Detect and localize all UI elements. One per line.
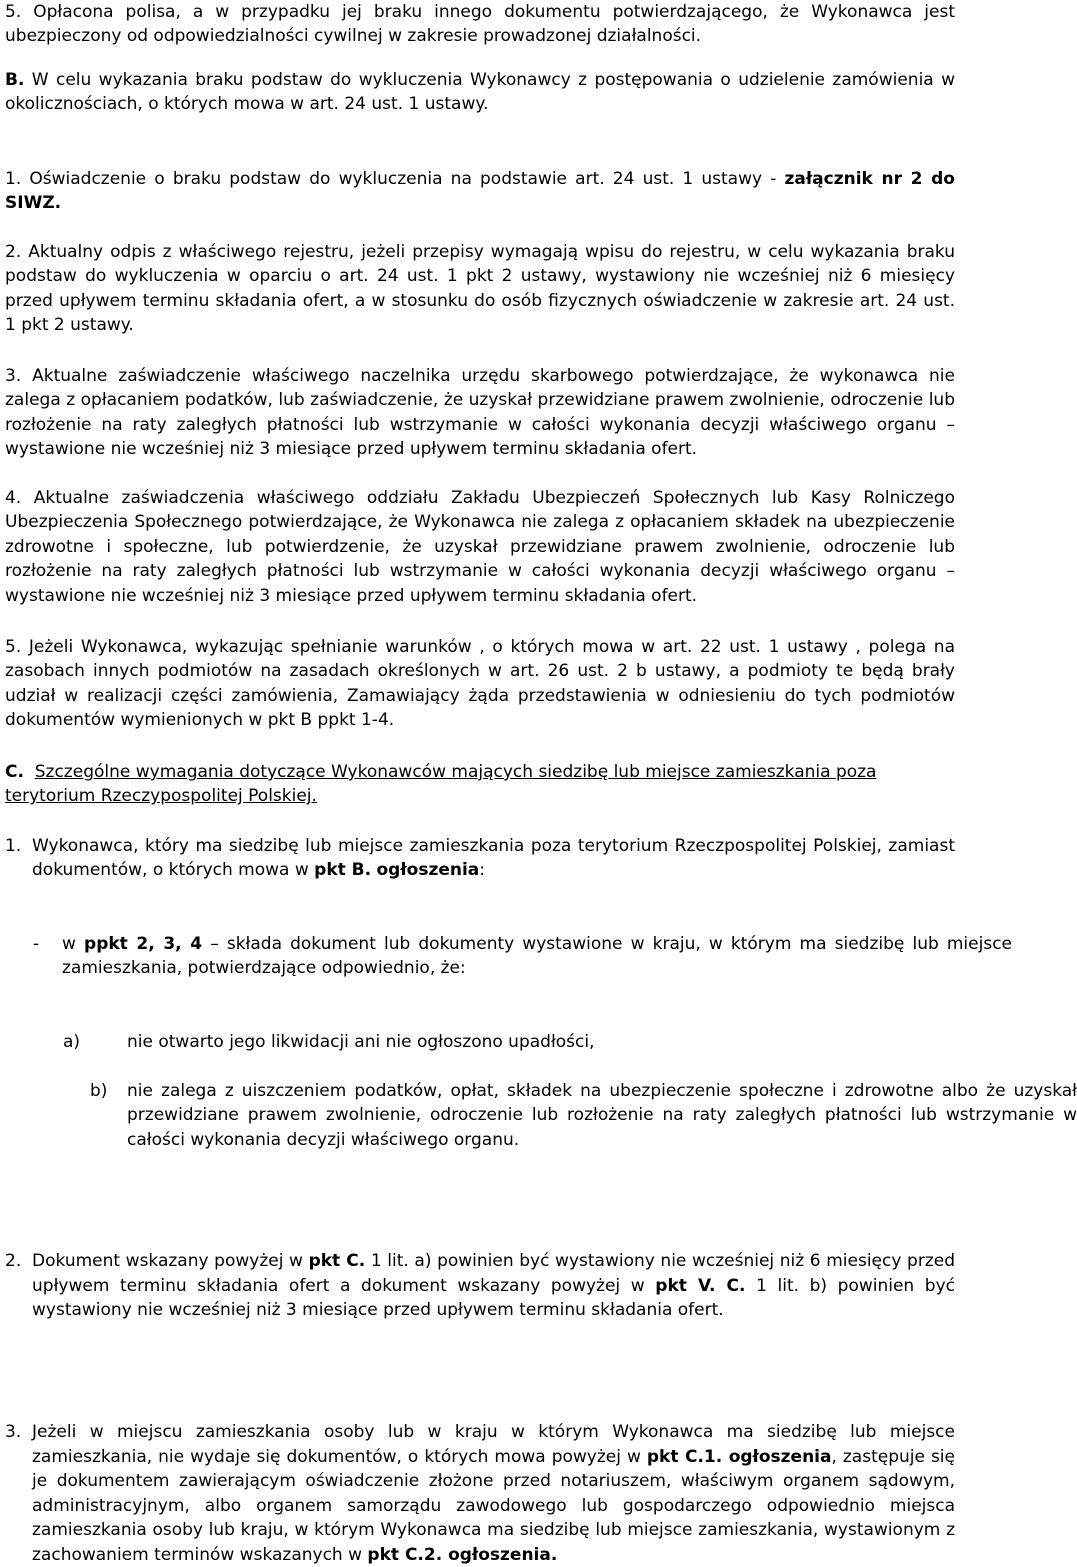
- paragraph-text: 5. Jeżeli Wykonawca, wykazując spełnianie warunków , o których mowa w art. 22 ust. 1 ustawy , polega na zasobach innych podmiotów na zasadach określonych w art. 26 ust. 2 b ustawy, a podmioty te będą brały udział w realizacji części zamówienia, Zamawiający żąda przedstawienia w odniesieniu do tych podmiotów dokumentów wymienionych w pkt B ppkt 1-4.: [5, 637, 955, 731]
- dash-item-text: w: [62, 933, 85, 954]
- dash-bullet: -: [33, 933, 40, 954]
- reference-pkt-v-c: pkt V. C.: [655, 1275, 746, 1296]
- item-a-text: nie otwarto jego likwidacji ani nie ogłoszono upadłości,: [127, 1031, 595, 1052]
- section-b-label: B.: [5, 70, 25, 90]
- reference-pkt-c2: pkt C.2. ogłoszenia.: [367, 1544, 558, 1565]
- paragraph-text: Wykonawca, który ma siedzibę lub miejsce zamieszkania poza terytorium Rzeczpospolitej Polskiej, zamiast dokumentów, o których mowa w: [32, 836, 955, 881]
- item-label-a: a): [63, 1031, 81, 1052]
- list-number: 3.: [5, 1422, 22, 1443]
- paragraph-text: 3. Aktualne zaświadczenie właściwego naczelnika urzędu skarbowego potwierdzające, że wykonawca nie zalega z opłacaniem podatków, lub zaświadczenie, że uzyskał przewidziane prawem zwolnienie, odroczenie lub rozłożenie na raty zaległych płatności lub wstrzymanie w całości wykonania decyzji właściwego organu – wystawione nie wcześniej niż 3 miesiące przed upływem terminu składania ofert.: [5, 366, 955, 460]
- paragraph-text: 1. Oświadczenie o braku podstaw do wykluczenia na podstawie art. 24 ust. 1 ustawy -: [5, 169, 785, 189]
- paragraph-text: Dokument wskazany powyżej w: [32, 1251, 309, 1272]
- section-c-title: Szczególne wymagania dotyczące Wykonawców mających siedzibę lub miejsce zamieszkania poza terytorium Rzeczypospolitej Polskiej.: [5, 762, 877, 807]
- section-b-text: W celu wykazania braku podstaw do wykluczenia Wykonawcy z postępowania o udzielenie zamówienia w okolicznościach, o których mowa w art. 24 ust. 1 ustawy.: [5, 70, 955, 115]
- paragraph-5-insurance-policy: [5, 0, 955, 49]
- reference-ogloszenia: ogłoszenia: [376, 860, 480, 881]
- section-c-label: C.: [5, 762, 24, 782]
- list-number: 1.: [5, 836, 22, 856]
- paragraph-text: 2. Aktualny odpis z właściwego rejestru, jeżeli przepisy wymagają wpisu do rejestru, w celu wykazania braku podstaw do wykluczenia w oparciu o art. 24 ust. 1 pkt 2 ustawy, wystawiony nie wcześniej niż 6 miesięcy przed upływem terminu składania ofert, a w stosunku do osób fizycznych oświadczenie w zakresie art. 24 ust. 1 pkt 2 ustawy.: [5, 242, 955, 336]
- paragraph-b5: [5, 635, 955, 733]
- paragraph-text: Jeżeli w miejscu zamieszkania osoby lub w kraju w którym Wykonawca ma siedzibę lub miejsce zamieszkania, nie wydaje się dokumentów, o których mowa powyżej w: [32, 1422, 955, 1467]
- section-c-heading: [5, 760, 955, 809]
- paragraph-b2: [5, 240, 955, 338]
- section-b-heading: [5, 68, 955, 117]
- paragraph-b3: [5, 364, 955, 462]
- attachment-reference: załącznik nr 2 do SIWZ.: [5, 169, 955, 214]
- paragraph-c1-dash-item: - w ppkt 2, 3, 4 – składa dokument lub dokumenty wystawione w kraju, w którym ma siedzibę lub miejsce zamieszkania, potwierdzające odpowiednio, że:: [33, 933, 1012, 979]
- reference-pkt-c1: pkt C.1. ogłoszenia: [646, 1446, 832, 1467]
- reference-pkt-c: pkt C.: [308, 1251, 366, 1272]
- paragraph-c3: 3. Jeżeli w miejscu zamieszkania osoby lub w kraju w którym Wykonawca ma siedzibę lub miejsce zamieszkania, nie wydaje się dokumentów, o których mowa powyżej w pkt C.1. ogłoszenia, zastępuje się je dokumentem zawierającym oświadczenie złożone przed notariuszem, właściwym organem sądowym, administracyjnym, albo organem samorządu zawodowego lub gospodarczego odpowiednio miejsca zamieszkania osoby lub kraju, w którym Wykonawca ma siedzibę lub miejsce zamieszkania, wystawionym z zachowaniem terminów wskazanych w pkt C.2. ogłoszenia.: [5, 1422, 955, 1565]
- item-label-b: b): [90, 1081, 108, 1102]
- list-number: 2.: [5, 1251, 22, 1272]
- paragraph-text: 4. Aktualne zaświadczenia właściwego oddziału Zakładu Ubezpieczeń Społecznych lub Kasy Rolniczego Ubezpieczenia Społecznego potwierdzające, że Wykonawca nie zalega z opłacaniem składek na ubezpieczenie zdrowotne i społeczne, lub potwierdzenie, że uzyskał przewidziane prawem zwolnienie, odroczenie lub rozłożenie na raty zaległych płatności lub wstrzymanie w całości wykonania decyzji właściwego organu – wystawione nie wcześniej niż 3 miesiące przed upływem terminu składania ofert.: [5, 488, 955, 606]
- paragraph-c1: 1. Wykonawca, który ma siedzibę lub miejsce zamieszkania poza terytorium Rzeczpospolitej Polskiej, zamiast dokumentów, o których mowa w pkt B. ogłoszenia:: [5, 836, 955, 881]
- item-b-text: nie zalega z uiszczeniem podatków, opłat, składek na ubezpieczenie społeczne i zdrowotne albo że uzyskał przewidziane prawem zwolnienie, odroczenie lub rozłożenie na raty zaległych płatności lub wstrzymanie w całości wykonania decyzji właściwego organu.: [127, 1081, 1077, 1150]
- reference-ppkt: ppkt 2, 3, 4: [84, 933, 203, 954]
- paragraph-text: 5. Opłacona polisa, a w przypadku jej braku innego dokumentu potwierdzającego, że Wykonawca jest ubezpieczony od odpowiedzialności cywilnej w zakresie prowadzonej działalności.: [5, 2, 955, 47]
- paragraph-b4: [5, 486, 955, 608]
- paragraph-b1: [5, 167, 955, 216]
- paragraph-c1-item-a: [5, 1030, 1077, 1054]
- paragraph-c1-item-b: [5, 1079, 1077, 1152]
- reference-pkt-b: pkt B.: [314, 860, 372, 881]
- paragraph-c2: 2. Dokument wskazany powyżej w pkt C. 1 lit. a) powinien być wystawiony nie wcześniej niż 6 miesięcy przed upływem terminu składania ofert a dokument wskazany powyżej w pkt V. C. 1 lit. b) powinien być wystawiony nie wcześniej niż 3 miesiące przed upływem terminu składania ofert.: [5, 1251, 956, 1321]
